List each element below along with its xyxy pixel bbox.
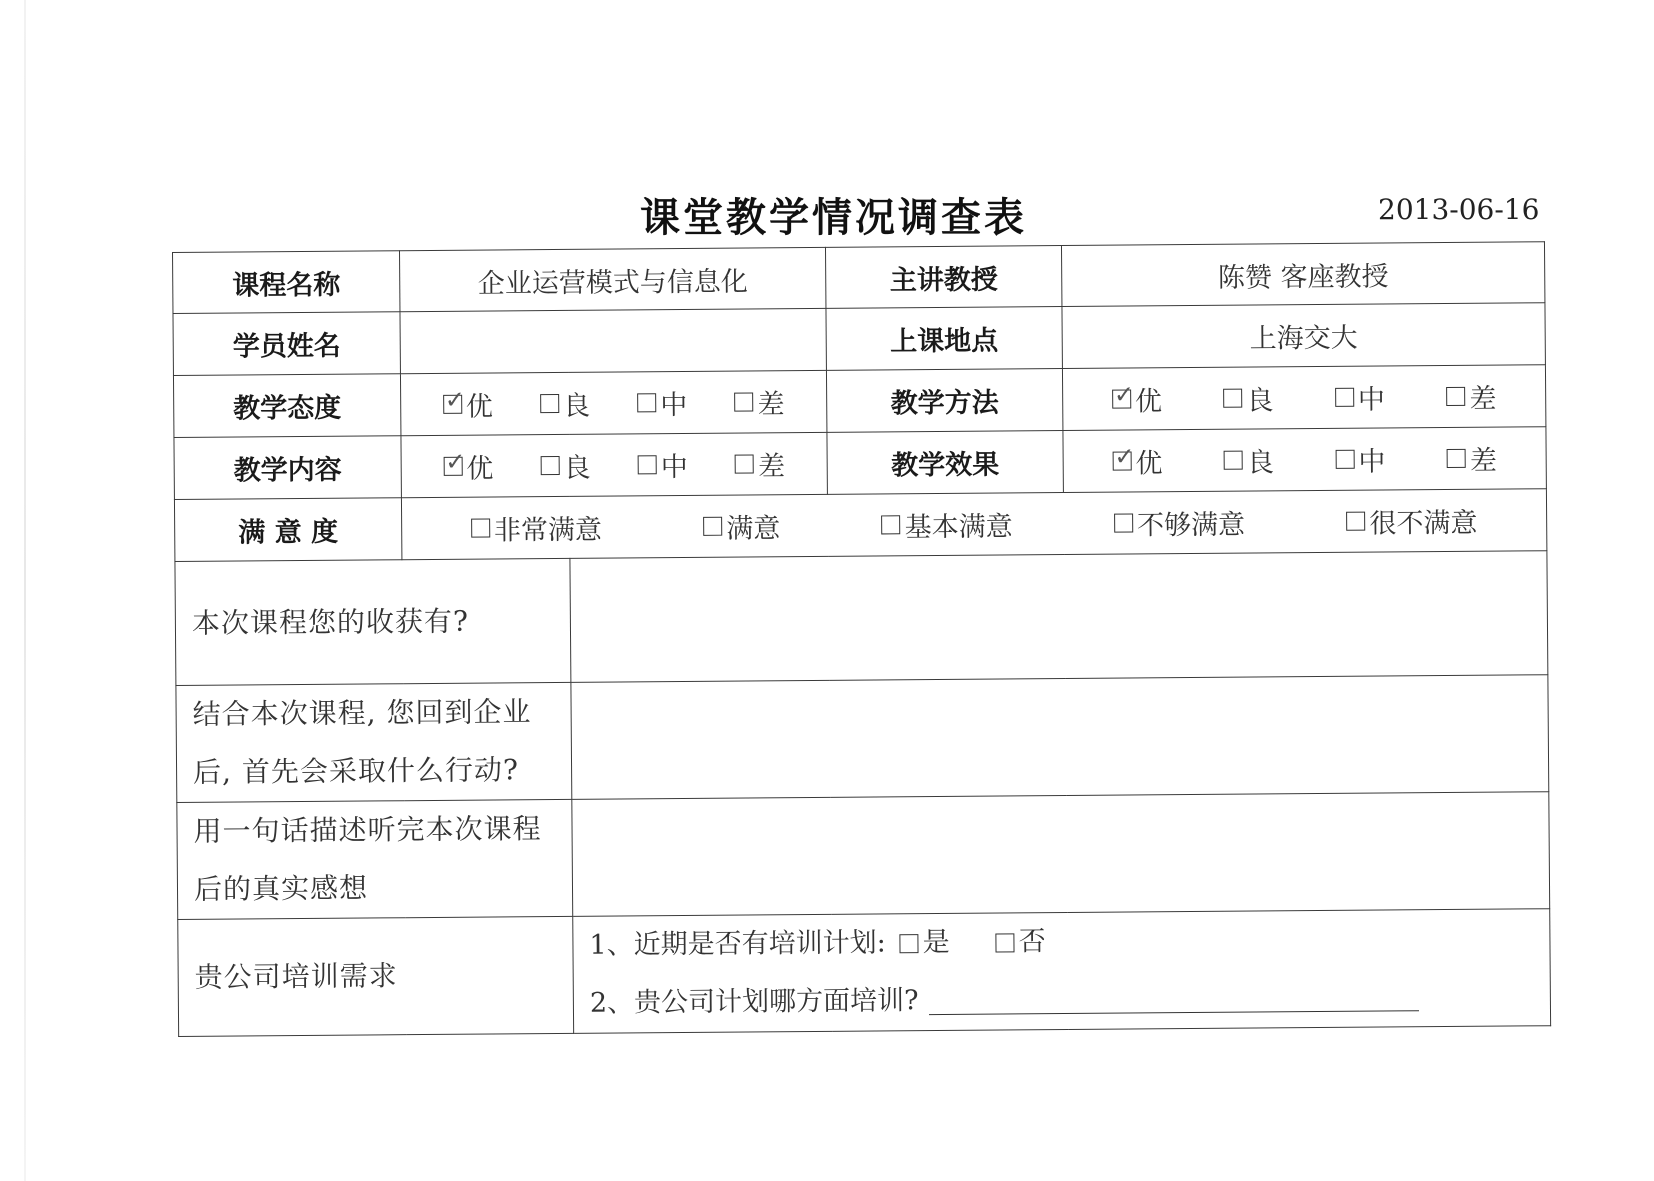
content-rating-group: [402, 444, 827, 486]
content-option-label: 良: [563, 452, 591, 484]
effect-option[interactable]: [1224, 440, 1274, 479]
location-value[interactable]: 上海交大: [1062, 303, 1545, 369]
training-label: 贵公司培训需求: [178, 916, 574, 1036]
action-question-line1: 结合本次课程, 您回到企业: [192, 695, 532, 731]
survey-form: [172, 241, 1550, 1037]
no-label: 否: [1018, 926, 1046, 958]
attitude-rating-group: [401, 382, 826, 424]
satisfaction-label: 满 意 度: [174, 498, 401, 562]
method-checkbox[interactable]: [1335, 388, 1354, 407]
effect-option[interactable]: [1112, 441, 1162, 480]
content-checkbox[interactable]: [443, 447, 466, 476]
attitude-checkbox[interactable]: [637, 393, 656, 412]
satisfaction-option-label: 基本满意: [904, 511, 1013, 544]
row-attitude: [173, 365, 1545, 438]
effect-option-label: 差: [1469, 445, 1498, 477]
effect-option-label: 中: [1358, 446, 1386, 478]
satisfaction-checkbox[interactable]: [1346, 512, 1365, 531]
attitude-option-label: 中: [660, 389, 688, 422]
attitude-option[interactable]: [637, 383, 687, 422]
check-mark-icon: ✓: [1113, 380, 1135, 409]
content-option-label: 优: [466, 453, 494, 485]
attitude-option[interactable]: [734, 382, 784, 421]
satisfaction-checkbox[interactable]: [471, 519, 490, 538]
satisfaction-option-label: 非常满意: [493, 514, 603, 547]
training-yes-option[interactable]: [900, 914, 950, 972]
content-option[interactable]: [443, 446, 493, 485]
attitude-checkbox[interactable]: [443, 385, 466, 414]
scan-edge: [24, 0, 26, 1181]
method-option-label: 中: [1357, 384, 1386, 416]
satisfaction-option[interactable]: [881, 504, 1012, 544]
effect-checkbox[interactable]: [1447, 449, 1466, 468]
yes-label: 是: [922, 926, 950, 959]
effect-option-label: 良: [1246, 447, 1275, 479]
training-plan-line: [573, 909, 1549, 975]
course-name-label: 课程名称: [173, 251, 400, 314]
feeling-question: [177, 799, 573, 919]
satisfaction-option[interactable]: [1346, 501, 1477, 541]
method-rating-group: [1063, 376, 1545, 419]
content-option[interactable]: [638, 445, 688, 484]
row-action: [176, 675, 1549, 803]
content-option-label: 中: [660, 451, 688, 484]
method-options: [1062, 365, 1545, 431]
attitude-checkbox[interactable]: [734, 392, 753, 411]
action-question-line2: 后, 首先会采取什么行动?: [192, 753, 520, 789]
satisfaction-checkbox[interactable]: [882, 515, 901, 534]
content-checkbox[interactable]: [638, 455, 657, 474]
method-option[interactable]: [1112, 379, 1162, 418]
no-checkbox[interactable]: [996, 933, 1015, 952]
yes-checkbox[interactable]: [900, 934, 919, 953]
course-name-value[interactable]: 企业运营模式与信息化: [399, 247, 825, 311]
attitude-option-label: 良: [562, 390, 591, 422]
effect-option[interactable]: [1447, 439, 1497, 478]
effect-checkbox[interactable]: [1335, 450, 1354, 469]
gain-question: 本次课程您的收获有?: [175, 558, 571, 685]
feeling-question-line2: 后的真实感想: [193, 871, 369, 906]
method-option-label: 差: [1469, 383, 1497, 415]
row-training: [178, 909, 1551, 1037]
effect-rating-group: [1064, 438, 1546, 481]
effect-checkbox[interactable]: [1112, 442, 1135, 471]
effect-option-label: 优: [1135, 448, 1163, 480]
action-question: [176, 682, 572, 802]
row-content: [174, 427, 1546, 500]
content-option[interactable]: [540, 446, 590, 485]
effect-checkbox[interactable]: [1224, 451, 1243, 470]
student-name-field[interactable]: [400, 308, 826, 373]
student-name-label: 学员姓名: [173, 312, 400, 376]
content-option[interactable]: [735, 444, 785, 483]
attitude-label: 教学态度: [173, 374, 400, 438]
content-checkbox[interactable]: [540, 456, 559, 475]
page-title: 课堂教学情况调查表: [640, 195, 1027, 241]
lecturer-label: 主讲教授: [825, 246, 1061, 309]
method-option-label: 优: [1134, 386, 1163, 418]
training-area-question: 2、贵公司计划哪方面培训?: [589, 985, 919, 1019]
method-checkbox[interactable]: [1223, 389, 1242, 408]
content-label: 教学内容: [174, 436, 401, 500]
method-option[interactable]: [1223, 378, 1273, 417]
method-checkbox[interactable]: [1446, 387, 1465, 406]
gain-answer-field[interactable]: [570, 551, 1548, 683]
training-plan-question: 1、近期是否有培训计划:: [589, 927, 886, 961]
check-mark-icon: ✓: [445, 447, 466, 476]
training-no-option[interactable]: [996, 913, 1046, 971]
feeling-answer-field[interactable]: [572, 792, 1550, 917]
satisfaction-checkbox[interactable]: [703, 517, 722, 536]
attitude-checkbox[interactable]: [540, 394, 559, 413]
attitude-options: [400, 370, 826, 435]
row-student: [173, 303, 1545, 376]
row-feeling: [177, 792, 1550, 920]
method-checkbox[interactable]: [1112, 380, 1135, 409]
satisfaction-option[interactable]: [1114, 503, 1245, 543]
attitude-option-label: 优: [465, 391, 493, 423]
effect-options: [1063, 427, 1546, 493]
satisfaction-option-label: 很不满意: [1369, 507, 1478, 540]
satisfaction-option[interactable]: [471, 508, 602, 548]
satisfaction-options: [401, 489, 1546, 560]
content-option-label: 差: [757, 451, 786, 483]
survey-date: 2013-06-16: [1378, 193, 1540, 226]
check-mark-icon: ✓: [1114, 442, 1135, 471]
content-checkbox[interactable]: [735, 454, 754, 473]
satisfaction-option-label: 不够满意: [1136, 509, 1246, 542]
row-satisfaction: [174, 489, 1546, 562]
satisfaction-checkbox[interactable]: [1114, 513, 1133, 532]
row-gain: [175, 551, 1548, 686]
lecturer-value[interactable]: 陈赞 客座教授: [1061, 242, 1544, 307]
action-answer-field[interactable]: [571, 675, 1549, 800]
attitude-option[interactable]: [443, 384, 493, 423]
effect-label: 教学效果: [827, 431, 1063, 495]
method-option[interactable]: [1335, 377, 1385, 416]
effect-option[interactable]: [1335, 439, 1385, 478]
content-options: [401, 432, 827, 497]
method-option[interactable]: [1446, 377, 1496, 416]
satisfaction-option[interactable]: [703, 506, 780, 546]
check-mark-icon: ✓: [444, 385, 466, 414]
attitude-option[interactable]: [540, 384, 590, 423]
satisfaction-option-label: 满意: [726, 513, 781, 545]
method-label: 教学方法: [826, 369, 1062, 433]
attitude-option-label: 差: [757, 389, 785, 421]
training-area-field[interactable]: [928, 984, 1418, 1015]
location-label: 上课地点: [826, 307, 1062, 371]
satisfaction-group: [402, 500, 1546, 548]
feeling-question-line1: 用一句话描述听完本次课程: [193, 812, 542, 848]
survey-table: [172, 241, 1551, 1037]
training-area-line: [574, 967, 1550, 1033]
row-course: [173, 242, 1545, 314]
method-option-label: 良: [1246, 385, 1274, 417]
training-answers: [573, 909, 1551, 1034]
